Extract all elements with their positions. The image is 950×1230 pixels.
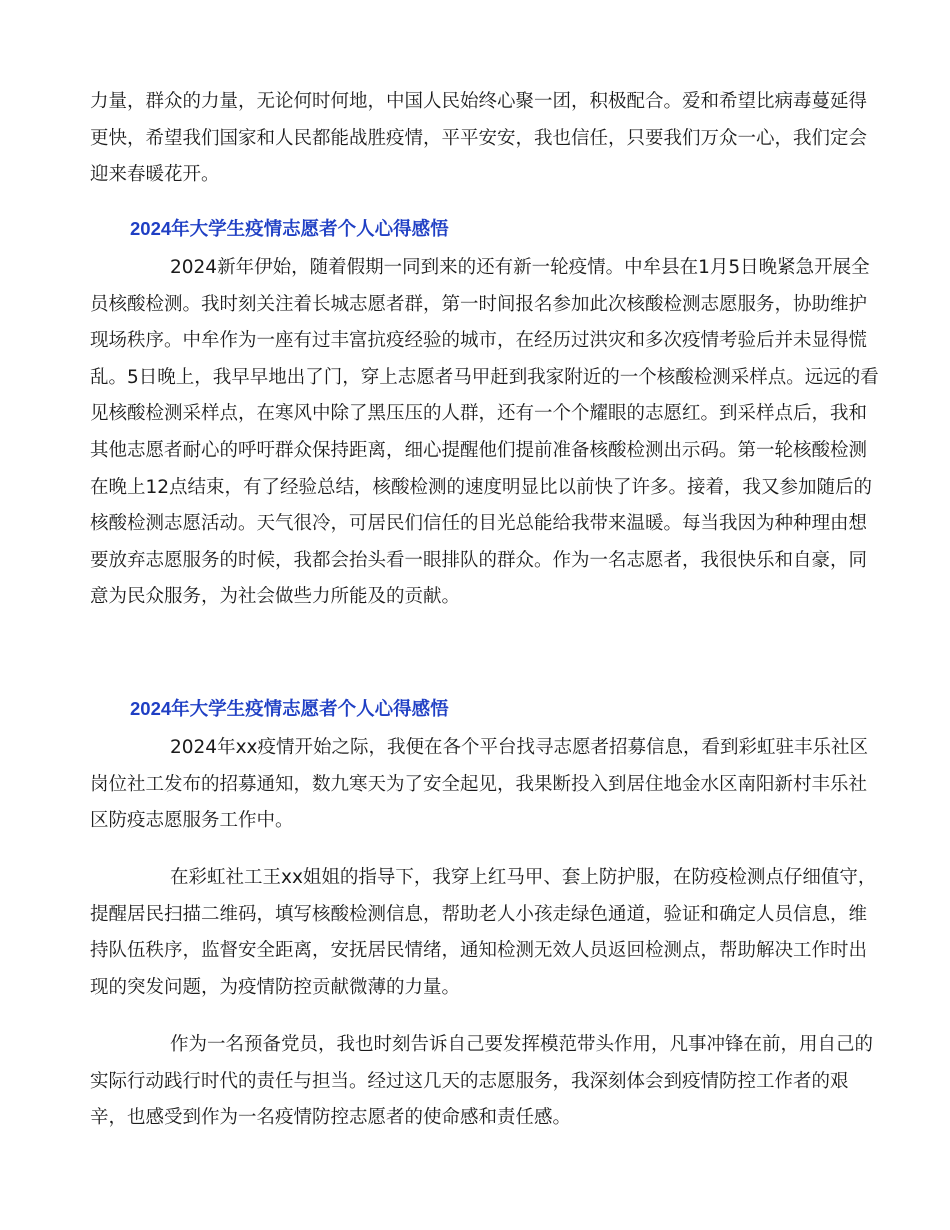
paragraph-body-4: 作为一名预备党员，我也时刻告诉自己要发挥模范带头作用，凡事冲锋在前，用自己的实际行动践行时代的责任与担当。经过这几天的志愿服务，我深刻体会到疫情防控工作者的艰辛，也感受到作为一名疫情防控志愿者的使命感和责任感。 <box>90 1034 874 1129</box>
section-heading-1: 2024年大学生疫情志愿者个人心得感悟 <box>130 218 449 239</box>
paragraph-continuation: 力量，群众的力量，无论何时何地，中国人民始终心聚一团，积极配合。爱和希望比病毒蔓延得更快，希望我们国家和人民都能战胜疫情，平平安安，我也信任，只要我们万众一心，我们定会迎来春暖花开。 <box>90 91 868 186</box>
section-heading-2: 2024年大学生疫情志愿者个人心得感悟 <box>130 698 449 719</box>
paragraph-body-1: 2024新年伊始，随着假期一同到来的还有新一轮疫情。中牟县在1月5日晚紧急开展全员核酸检测。我时刻关注着长城志愿者群，第一时间报名参加此次核酸检测志愿服务，协助维护现场秩序。中牟作为一座有过丰富抗疫经验的城市，在经历过洪灾和多次疫情考验后并未显得慌乱。5日晚上，我早早地出了门，穿上志愿者马甲赶到我家附近的一个核酸检测采样点。远远的看见核酸检测采样点，在寒风中除了黑压压的人群，还有一个个耀眼的志愿红。到采样点后，我和其他志愿者耐心的呼吁群众保持距离，细心提醒他们提前准备核酸检测出示码。第一轮核酸检测在晚上12点结束，有了经验总结，核酸检测的速度明显比以前快了许多。接着，我又参加随后的核酸检测志愿活动。天气很冷，可居民们信任的目光总能给我带来温暖。每当我因为种种理由想要放弃志愿服务的时候，我都会抬头看一眼排队的群众。作为一名志愿者，我很快乐和自豪，同意为民众服务，为社会做些力所能及的贡献。 <box>90 257 879 608</box>
paragraph-body-3: 在彩虹社工王xx姐姐的指导下，我穿上红马甲、套上防护服，在防疫检测点仔细值守，提醒居民扫描二维码，填写核酸检测信息，帮助老人小孩走绿色通道，验证和确定人员信息，维持队伍秩序，监督安全距离，安抚居民情绪，通知检测无效人员返回检测点，帮助解决工作时出现的突发问题，为疫情防控贡献微薄的力量。 <box>90 867 877 998</box>
paragraph-body-2: 2024年xx疫情开始之际，我便在各个平台找寻志愿者招募信息，看到彩虹驻丰乐社区岗位社工发布的招募通知，数九寒天为了安全起见，我果断投入到居住地金水区南阳新村丰乐社区防疫志愿服务工作中。 <box>90 737 868 832</box>
